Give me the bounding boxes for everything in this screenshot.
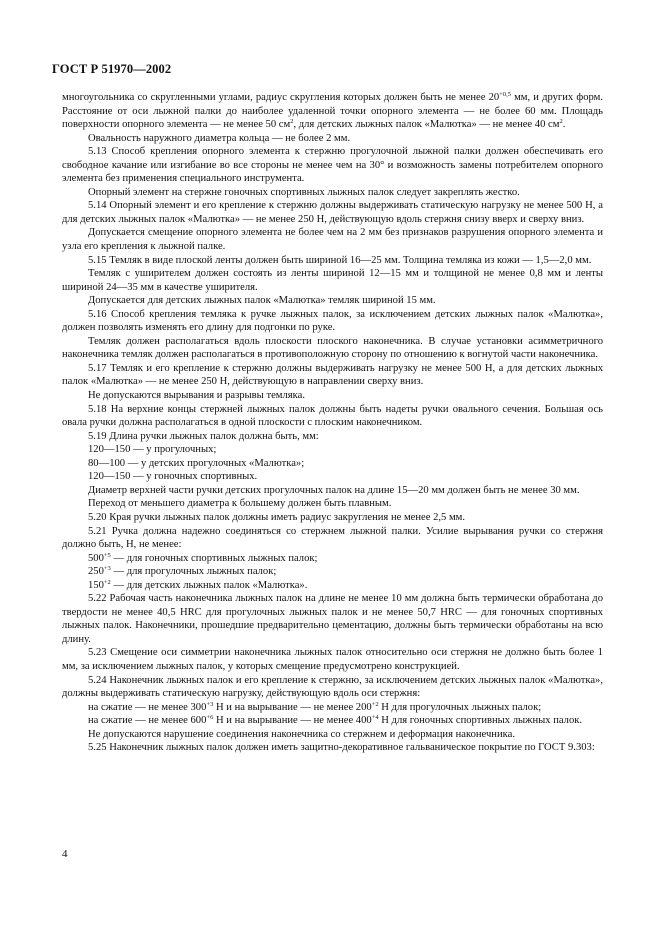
clause-5-15: 5.15 Темляк в виде плоской ленты должен быть шириной 16—25 мм. Толщина темляка из кожи — 1,5—2,0 мм. xyxy=(88,254,592,266)
document-body xyxy=(62,91,603,755)
paragraph: Диаметр верхней части ручки детских прогулочных палок на длине 15—20 мм должен быть не менее 30 мм. xyxy=(88,484,580,496)
paragraph: Опорный элемент на стержне гоночных спортивных лыжных палок следует закреплять жестко. xyxy=(88,186,520,198)
paragraph: Переход от меньшего диаметра к большему должен быть плавным. xyxy=(88,498,392,510)
paragraph: Не допускаются вырывания и разрывы темляка. xyxy=(88,390,305,402)
paragraph: Допускается для детских лыжных палок «Малютка» темляк шириной 15 мм. xyxy=(88,295,436,307)
document-header: ГОСТ Р 51970—2002 xyxy=(52,62,172,76)
paragraph: на сжатие — не менее $300^{+3}$ Н и на вырывание — не менее $200^{+2}$ Н для прогулочных лыжных палок; xyxy=(88,700,542,713)
clause-5-25: 5.25 Наконечник лыжных палок должен иметь защитно-декоративное гальваническое покрытие по ГОСТ 9.303: xyxy=(88,742,595,754)
list-item: 80—100 — у детских прогулочных «Малютка»; xyxy=(88,457,305,469)
paragraph: Допускается смещение опорного элемента не более чем на 2 мм без признаков разрушения опорного элемента и узла его крепления к лыжной палке. xyxy=(62,227,603,253)
list-item: $250^{+3}$ — для прогулочных лыжных палок; xyxy=(88,565,277,578)
clause-5-17: 5.17 Темляк и его крепление к стержню должны выдерживать нагрузку не менее 500 Н, а для детских лыжных палок «Малютка» — не менее 250 Н, действующую в направлении сверху вниз. xyxy=(62,362,603,388)
list-item: 120—150 — у гоночных спортивных. xyxy=(88,471,258,483)
paragraph: Овальность наружного диаметра кольца — не более 2 мм. xyxy=(88,132,351,144)
paragraph: Темляк должен располагаться вдоль плоскости плоского наконечника. В случае установки асимметричного наконечника темляк должен располагаться в противоположную сторону по отношению к вогнутой части наконечника. xyxy=(62,335,603,361)
paragraph: на сжатие — не менее $600^{+6}$ Н и на вырывание — не менее $400^{+4}$ Н для гоночных спортивных лыжных палок. xyxy=(88,714,583,727)
list-item: 120—150 — у прогулочных; xyxy=(88,444,217,456)
paragraph: Не допускаются нарушение соединения наконечника со стержнем и деформация наконечника. xyxy=(88,728,515,740)
clause-5-23: 5.23 Смещение оси симметрии наконечника лыжных палок относительно оси стержня не должно быть более 1 мм, за исключением лыжных палок, у которых смещение предусмотрено конструкцией. xyxy=(62,647,603,672)
clause-5-22: 5.22 Рабочая часть наконечника лыжных палок на длине не менее 10 мм должна быть термически обработана до твердости не менее 40,5 HRC для прогулочных лыжных палок и не менее 50,7 HRC — для гоночных спортивных лыжных палок. Наконечники, прошедшие предварительно цементацию, должны быть термически обработаны на всю длину. xyxy=(62,593,603,645)
list-item: $150^{+2}$ — для детских лыжных палок «Малютка». xyxy=(88,578,308,591)
clause-5-21: 5.21 Ручка должна надежно соединяться со стержнем лыжной палки. Усилие вырывания ручки со стержня должно быть, Н, не менее: xyxy=(62,525,603,551)
paragraph-intro: многоугольника со скругленными углами, радиус скругления которых должен быть не менее $20^{+0,5}$ мм, и других форм. Расстояние от оси лыжной палки до наиболее удаленной точки опорного элемента — не более 60 мм. Площадь поверхности опорного элемента — не менее 50 $см^2$, для детских лыжных палок «Малютка» — не менее 40 $см^2$. xyxy=(62,91,603,131)
paragraph: Темляк с уширителем должен состоять из ленты шириной 12—15 мм и толщиной не менее 0,8 мм и ленты шириной 24—35 мм в качестве уширителя. xyxy=(62,268,603,293)
clause-5-20: 5.20 Края ручки лыжных палок должны иметь радиус закругления не менее 2,5 мм. xyxy=(88,511,466,523)
clause-5-24: 5.24 Наконечник лыжных палок и его крепление к стержню, за исключением детских лыжных палок «Малютка», должны выдерживать статическую нагрузку, действующую вдоль оси стержня: xyxy=(62,674,603,700)
clause-5-13: 5.13 Способ крепления опорного элемента к стержню прогулочной лыжной палки должен обеспечивать его свободное качание или изгибание во все стороны не менее чем на 30° и возможность замены потребителем опорного элемента без применения специального инструмента. xyxy=(62,146,603,185)
clause-5-18: 5.18 На верхние концы стержней лыжных палок должны быть надеты ручки овального сечения. Большая ось овала ручки должна располагаться в одной плоскости с плоским наконечником. xyxy=(62,403,603,429)
clause-5-16: 5.16 Способ крепления темляка к ручке лыжных палок, за исключением детских лыжных палок «Малютка», должен позволять изменять его длину для подгонки по руке. xyxy=(62,308,603,334)
list-item: $500^{+5}$ — для гоночных спортивных лыжных палок; xyxy=(88,551,318,564)
clause-5-14: 5.14 Опорный элемент и его крепление к стержню должны выдерживать статическую нагрузку не менее 500 Н, а для детских лыжных палок «Малютка» — не менее 250 Н, действующую вдоль стержня снизу вверх и сверху вниз. xyxy=(62,200,603,225)
clause-5-19: 5.19 Длина ручки лыжных палок должна быть, мм: xyxy=(88,430,319,442)
page-number: 4 xyxy=(62,848,68,860)
